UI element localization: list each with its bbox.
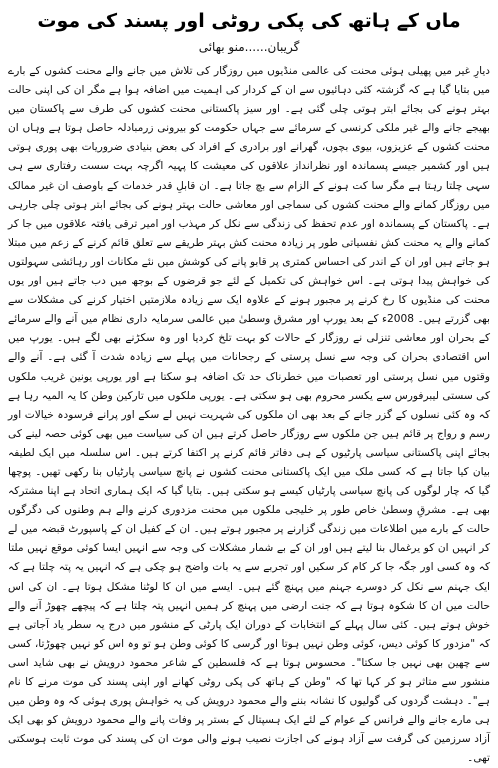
article-byline: گریبان......منو بھائی: [198, 40, 300, 54]
article-headline: ماں کے ہاتھ کی پکی روٹی اور پسند کی موت: [37, 10, 461, 32]
article-body: دیارِ غیر میں پھیلی ہوئی محنت کی عالمی منڈیوں میں روزگار کی تلاش میں جانے والے محنت کشوں کے بارے میں بتایا گیا ہے کہ گزشتہ کئی دہائیوں سے ان کے کردار کی اہمیت میں اضافہ ہوا ہے مگر ان کی اپنی حالت بہتر ہونے کی بجائے ابتر ہوتی چلی گئی ہے۔ اور سیز پاکستانی محنت کشوں کی طرف سے پاکستان میں بھیجے جانے والے غیر ملکی کرنسی کے سرمائے سے جہاں حکومت کو بیرونی زرمبادلہ حاصل ہوتا ہے وہاں ان محنت کشوں کے عزیزوں، بیوی بچوں، گھرانے اور برادری کے افراد کی بعض بنیادی ضروریات بھی پوری ہوتی ہیں اور کشمیر جیسے پسماندہ اور نظرانداز علاقوں کی معیشت کا پہیہ اگرچہ بہت سست رفتاری سے ہی سہی چلتا رہتا ہے مگر سا کت ہونے کے الزام سے بچ جاتا ہے۔ ان قابلِ قدر خدمات کے باوصف ان غیر ممالک میں روزگار کمانے والے محنت کشوں کی سماجی اور معاشی حالت بہتر ہونے کی بجائے ابتر ہوتی چلی جارہی ہے۔ پاکستان کے پسماندہ اور عدم تحفظ کی زندگی سے نکل کر مہذب اور امیر ترقی یافتہ علاقوں میں جا کر کمانے والے یہ محنت کش نفسیاتی طور پر زیادہ محنت کش بہتر طریقے سے تعلق قائم کرنے کے زعم میں مبتلا ہو جاتے ہیں اور ان کے اندر کی احساس کمتری پر قابو پانے کی کوشش میں نئے مکانات اور رہائشی سہولتوں کی خواہش پیدا ہوتی ہے۔ اس خواہش کی تکمیل کے لئے جو قرضوں کے بوجھ میں دب جاتے ہیں اور یوں محنت کی منڈیوں کا رخ کرنے پر مجبور ہونے کے علاوہ ایک سے زیادہ ملازمتیں اختیار کرنے کی مشکلات سے بھی گزرتے ہیں۔ 2008ء کے بعد یورپ اور مشرق وسطیٰ میں عالمی سرمایہ داری نظام میں آنے والے سرمائے کے بحران اور معاشی تنزلی نے روزگار کے حالات کو بہت تلخ کردیا اور وہ سکڑنے بھی لگے ہیں۔ یورپ میں اس اقتصادی بحران کی وجہ سے نسل پرستی کے رجحانات میں پہلے سے زیادہ شدت آ گئی ہے۔ آنے والے وقتوں میں نسل پرستی اور تعصبات میں خطرناک حد تک اضافہ ہو سکتا ہے اور یورپی یونین غریب ملکوں کی سستی لیبرفورس سے یکسر محروم بھی ہو سکتی ہے۔ یورپی ملکوں میں تارکین وطن کا یہ المیہ رہا ہے کہ وہ کئی نسلوں کے گزر جانے کے بعد بھی ان ملکوں کی شہریت نہیں لے سکے اور پرانے فرسودہ خیالات اور رسم و رواج پر قائم ہیں جن ملکوں سے روزگار حاصل کرتے ہیں ان کی سیاست میں بھی کوئی حصہ لینے کی بجائے اپنی پاکستانی سیاسی پارٹیوں کے ہی دفاتر قائم کرنے پر اکتفا کرتے ہیں۔ اس سلسلہ میں ایک لطیفہ بیان کیا جاتا ہے کہ کسی ملک میں ایک پاکستانی محنت کشوں نے پانچ سیاسی پارٹیاں بنا رکھی تھیں۔ پوچھا گیا کہ چار لوگوں کی پانچ سیاسی پارٹیاں کیسے ہو سکتی ہیں۔ بتایا گیا کہ ایک ہماری اتحاد ہے اپنا مشترکہ بھی ہے۔ مشرقِ وسطیٰ خاص طور پر خلیجی ملکوں میں محنت مزدوری کرنے والے ہم وطنوں کی دگرگوں حالت کے بارے میں اطلاعات میں زندگی گزارنے پر مجبور ہوتے ہیں۔ ان کے کفیل ان کے پاسپورٹ قبضہ میں لے کر انہیں ان کو یرغمال بنا لیتے ہیں اور ان کے بے شمار مشکلات کی وجہ سے انہیں ایسا کوئی موقع نہیں ملتا کہ وہ کسی اور جگہ جا کر کام کر سکیں اور تجربے سے یہ بات واضح ہو چکی ہے کہ انہیں یہ پتہ چلتا ہے کہ ایک جہنم سے نکل کر دوسرے جہنم میں پہنچ گئے ہیں۔ ایسے میں ان کا لوٹنا مشکل ہوتا ہے۔ ان کی اس حالت میں ان کا شکوہ ہوتا ہے کہ جنت ارضی میں پہنچ کر ہمیں انہیں پتہ چلتا ہے کہ پیچھے چھوڑ آنے والے خوش ہوتے ہیں۔ کئی سال پہلے کے انتخابات کے دوران ایک پارٹی کے منشور میں درج یہ سطر یاد آجاتی ہے کہ "مزدور کا کوئی دیس، کوئی وطن نہیں ہوتا اور گرسی کا کوئی وطن ہو تو وہ اس کو نہیں چھوڑتا، کسی سے چھین بھی نہیں جا سکتا"۔ محسوس ہوتا ہے کہ فلسطین کے شاعر محمود درویش نے بھی شاید اسی منشور سے متاثر ہو کر کہا تھا کہ "وطن کے ہاتھ کی پکی روٹی کھانے اور اپنی پسند کی موت مرنے کا نام ہے"۔ دہشت گردوں کی گولیوں کا نشانہ بننے والے محمود درویش کی یہ خواہش پوری ہوئی کہ وہ وطن میں ہی مارے جانے والے فرانس کے عوام کے لئے ایک ہسپتال کے بستر پر وفات پانے والے محمود درویش کو بھی ایک آزاد سرزمین کی گرفت سے آزاد ہونے کی اجازت نصیب ہونے والی موت ان کی پسند کی موت ثابت ہوسکتی تھی۔: [8, 65, 491, 765]
